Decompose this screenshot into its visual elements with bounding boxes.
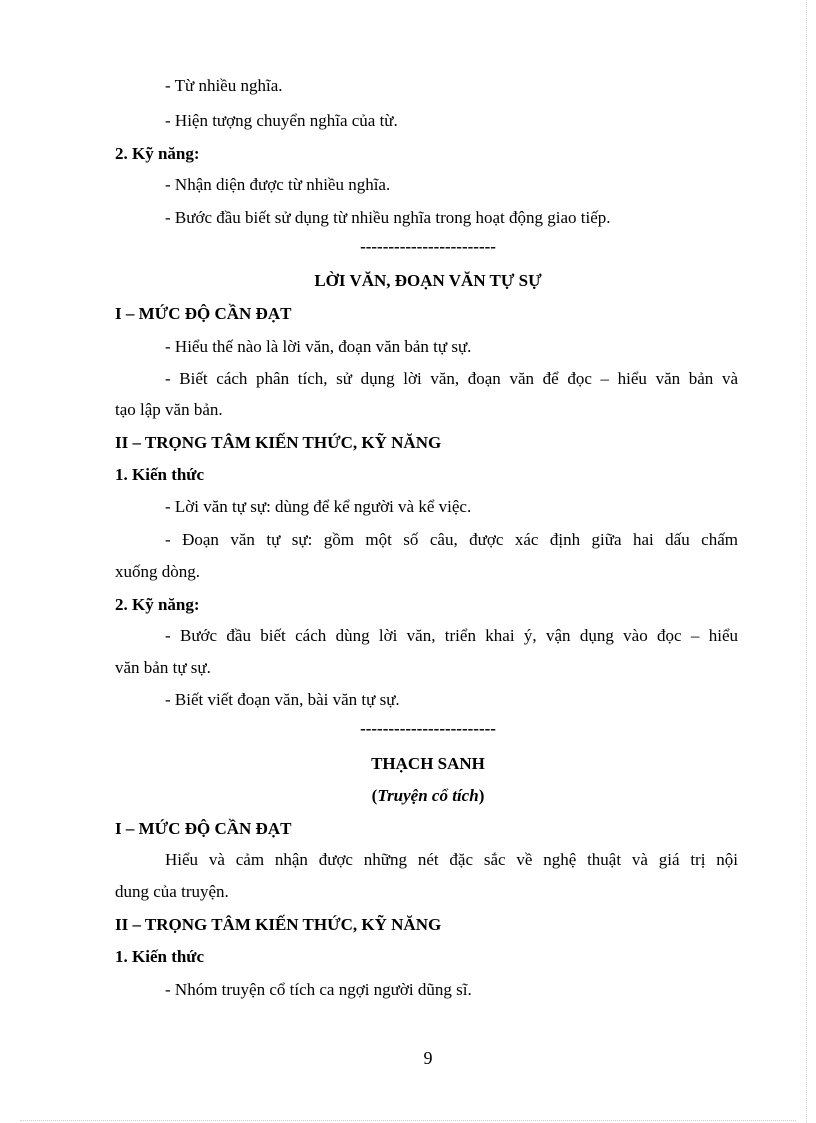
right-margin-dotted-rule (806, 0, 807, 1123)
continuation-line: văn bản tự sự. (115, 658, 211, 677)
section-heading: I – MỨC ĐỘ CẦN ĐẠT (115, 819, 292, 838)
subtitle-paren-close: ) (478, 786, 485, 805)
bullet-line: - Nhận diện được từ nhiều nghĩa. (165, 175, 391, 194)
section-heading: II – TRỌNG TÂM KIẾN THỨC, KỸ NĂNG (115, 915, 442, 934)
bullet-line: - Từ nhiều nghĩa. (165, 76, 283, 95)
page-number: 9 (423, 1048, 433, 1068)
bullet-line: - Nhóm truyện cổ tích ca ngợi người dũng sĩ. (165, 980, 472, 999)
continuation-line: tạo lập văn bản. (115, 400, 223, 419)
bullet-line: - Biết viết đoạn văn, bài văn tự sự. (165, 690, 400, 709)
section-heading: II – TRỌNG TÂM KIẾN THỨC, KỸ NĂNG (115, 433, 442, 452)
subsection-heading: 2. Kỹ năng: (115, 595, 200, 614)
bullet-line: - Hiện tượng chuyển nghĩa của từ. (165, 111, 398, 130)
lesson-title: THẠCH SANH (371, 754, 485, 773)
bullet-line: - Bước đầu biết cách dùng lời văn, triển khai ý, vận dụng vào đọc – hiểu (165, 626, 738, 645)
subtitle-paren-open: ( (371, 786, 378, 805)
continuation-line: xuống dòng. (115, 562, 200, 581)
lesson-subtitle (0, 785, 816, 807)
subsection-heading: 1. Kiến thức (115, 465, 205, 484)
separator: ------------------------ (360, 237, 496, 256)
bullet-line: - Đoạn văn tự sự: gồm một số câu, được xác định giữa hai dấu chấm (165, 530, 738, 549)
bullet-line: - Bước đầu biết sử dụng từ nhiều nghĩa trong hoạt động giao tiếp. (165, 208, 611, 227)
subtitle-text: Truyện cổ tích (377, 786, 479, 805)
paragraph-line: Hiểu và cảm nhận được những nét đặc sắc về nghệ thuật và giá trị nội (165, 850, 738, 869)
section-heading: 2. Kỹ năng: (115, 144, 200, 163)
lesson-title: LỜI VĂN, ĐOẠN VĂN TỰ SỰ (314, 271, 542, 290)
bullet-line: - Biết cách phân tích, sử dụng lời văn, đoạn văn để đọc – hiểu văn bản và (165, 369, 738, 388)
subsection-heading: 1. Kiến thức (115, 947, 205, 966)
bullet-line: - Hiểu thế nào là lời văn, đoạn văn bản tự sự. (165, 337, 472, 356)
footer-dotted-rule (20, 1120, 796, 1121)
continuation-line: dung của truyện. (115, 882, 229, 901)
separator: ------------------------ (360, 719, 496, 738)
bullet-line: - Lời văn tự sự: dùng để kể người và kể việc. (165, 497, 472, 516)
section-heading: I – MỨC ĐỘ CẦN ĐẠT (115, 304, 292, 323)
